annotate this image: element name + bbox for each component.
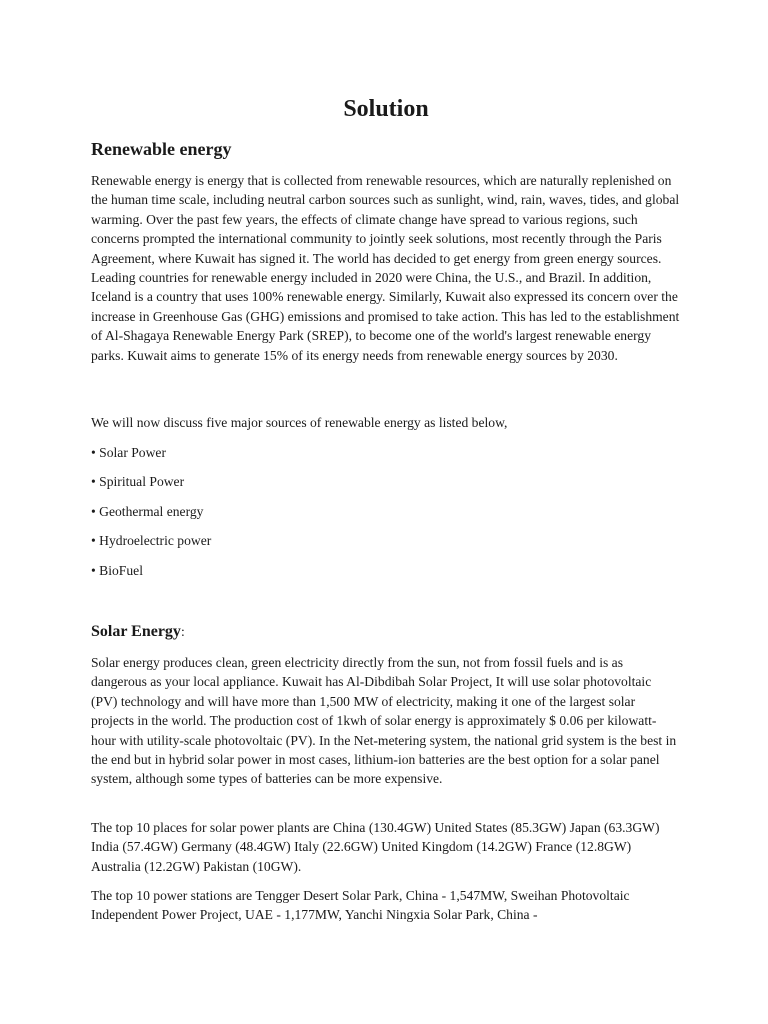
heading-colon: : [180, 624, 185, 639]
section-heading-renewable-energy: Renewable energy [91, 139, 232, 159]
solar-energy-heading-text: Solar Energy [91, 623, 181, 640]
section-heading-solar-energy [91, 621, 185, 643]
page-title: Solution [343, 96, 429, 122]
list-item: • Geothermal energy [91, 504, 204, 519]
sources-intro-text: We will now discuss five major sources of renewable energy as listed below, [91, 415, 508, 430]
list-item: • BioFuel [91, 563, 143, 578]
list-item: • Solar Power [91, 445, 166, 460]
list-item: • Spiritual Power [91, 474, 185, 489]
solar-energy-paragraph: Solar energy produces clean, green electricity directly from the sun, not from fossil fuels and is as dangerous as your local appliance. Kuwait has Al-Dibdibah Solar Project, It will use solar photovoltaic (PV) technology and will have more than 1,500 MW of electricity, making it one of the largest solar projects in the world. The production cost of 1kwh of solar energy is approximately $ 0.06 per kilowatt-hour with utility-scale photovoltaic (PV). In the Net-metering system, the national grid system is the best in the end but in hybrid solar power in most cases, lithium-ion batteries are the best option for a solar panel system, although some types of batteries can be more expensive. [91, 655, 677, 787]
list-item: • Hydroelectric power [91, 533, 212, 548]
solar-plants-paragraph: The top 10 places for solar power plants are China (130.4GW) United States (85.3GW) Japan (63.3GW) India (57.4GW) Germany (48.4GW) Italy (22.6GW) United Kingdom (14.2GW) France (12.8GW) Australia (12.2GW) Pakistan (10GW). [91, 820, 660, 874]
renewable-energy-paragraph: Renewable energy is energy that is collected from renewable resources, which are naturally replenished on the human time scale, including neutral carbon sources such as sunlight, wind, rain, waves, tides, and global warming. Over the past few years, the effects of climate change have spread to various regions, such concerns prompted the international community to jointly seek solutions, most recently through the Paris Agreement, where Kuwait has signed it. The world has decided to get energy from green energy sources. Leading countries for renewable energy included in 2020 were China, the U.S., and Brazil. In addition, Iceland is a country that uses 100% renewable energy. Similarly, Kuwait also expressed its concern over the increase in Greenhouse Gas (GHG) emissions and promised to take action. This has led to the establishment of Al-Shagaya Renewable Energy Park (SREP), to become one of the world's largest renewable energy parks. Kuwait aims to generate 15% of its energy needs from renewable energy sources by 2030. [91, 173, 680, 363]
solar-stations-paragraph: The top 10 power stations are Tengger Desert Solar Park, China - 1,547MW, Sweihan Photovoltaic Independent Power Project, UAE - 1,177MW, Yanchi Ningxia Solar Park, China - [91, 888, 630, 923]
